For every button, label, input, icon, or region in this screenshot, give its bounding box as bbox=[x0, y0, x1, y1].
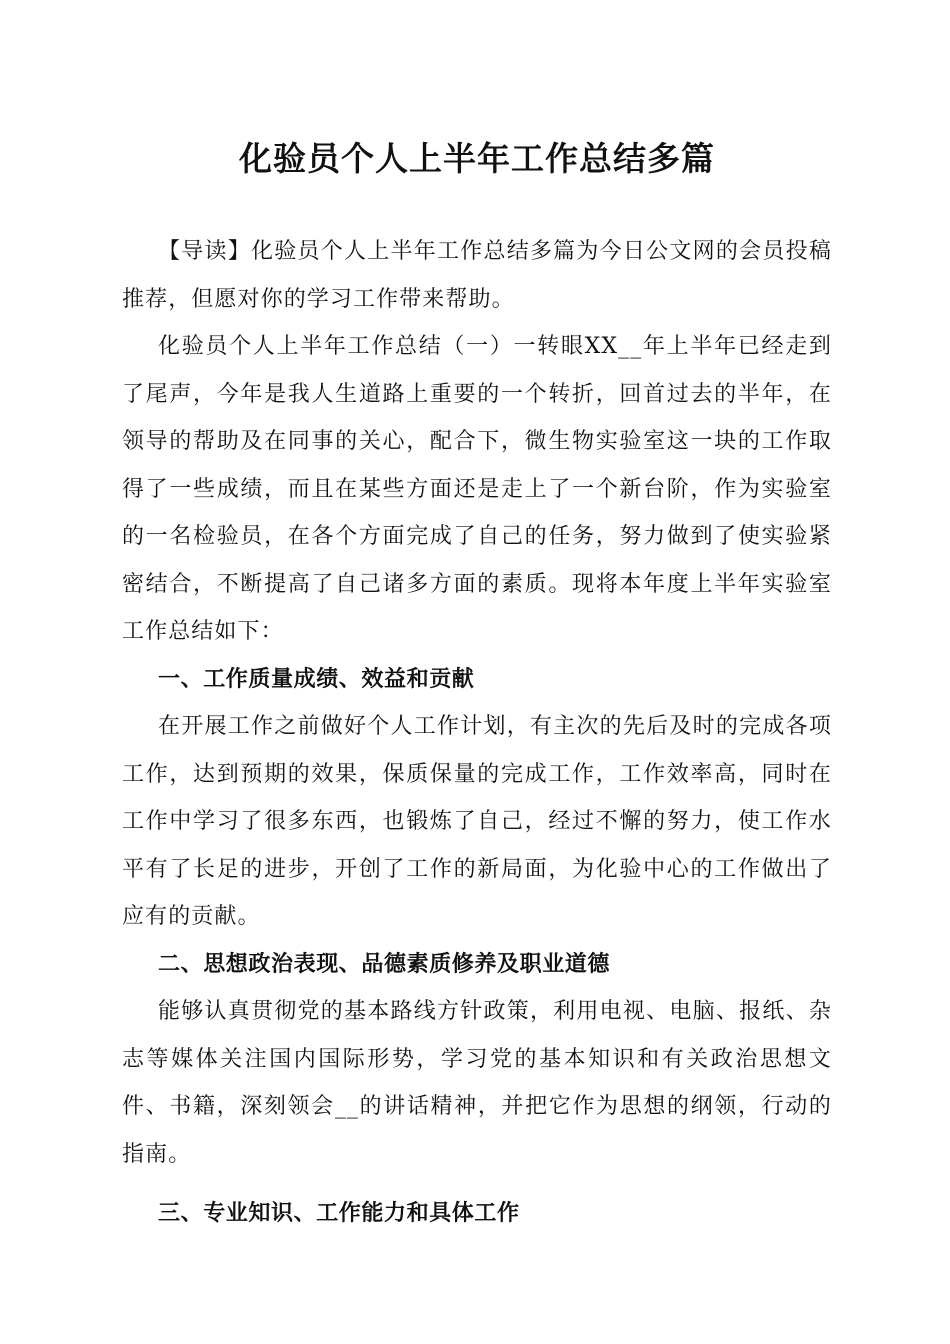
body-paragraph-2: 在开展工作之前做好个人工作计划，有主次的先后及时的完成各项工作，达到预期的效果，保质保量的完成工作，工作效率高，同时在工作中学习了很多东西，也锻炼了自己，经过不懈的努力，使工作水平有了长足的进步，开创了工作的新局面，为化验中心的工作做出了应有的贡献。 bbox=[122, 714, 832, 929]
body-paragraph-3: 能够认真贯彻党的基本路线方针政策，利用电视、电脑、报纸、杂志等媒体关注国内国际形势，学习党的基本知识和有关政治思想文件、书籍，深刻领会__的讲话精神，并把它作为思想的纲领，行动的指南。 bbox=[122, 999, 832, 1167]
section-heading-3: 三、专业知识、工作能力和具体工作 bbox=[158, 1201, 520, 1226]
document-title: 化验员个人上半年工作总结多篇 bbox=[239, 139, 715, 178]
section-heading-1: 一、工作质量成绩、效益和贡献 bbox=[158, 666, 475, 692]
section-heading-2: 二、思想政治表现、品德素质修养及职业道德 bbox=[158, 951, 611, 977]
intro-paragraph: 【导读】化验员个人上半年工作总结多篇为今日公文网的会员投稿推荐，但愿对你的学习工作带来帮助。 bbox=[122, 239, 832, 312]
body-paragraph-1: 化验员个人上半年工作总结（一）一转眼XX__年上半年已经走到了尾声，今年是我人生道路上重要的一个转折，回首过去的半年，在领导的帮助及在同事的关心，配合下，微生物实验室这一块的工作取得了一些成绩，而且在某些方面还是走上了一个新台阶，作为实验室的一名检验员，在各个方面完成了自己的任务，努力做到了使实验紧密结合，不断提高了自己诸多方面的素质。现将本年度上半年实验室工作总结如下： bbox=[122, 334, 832, 644]
document-body bbox=[122, 228, 832, 1238]
